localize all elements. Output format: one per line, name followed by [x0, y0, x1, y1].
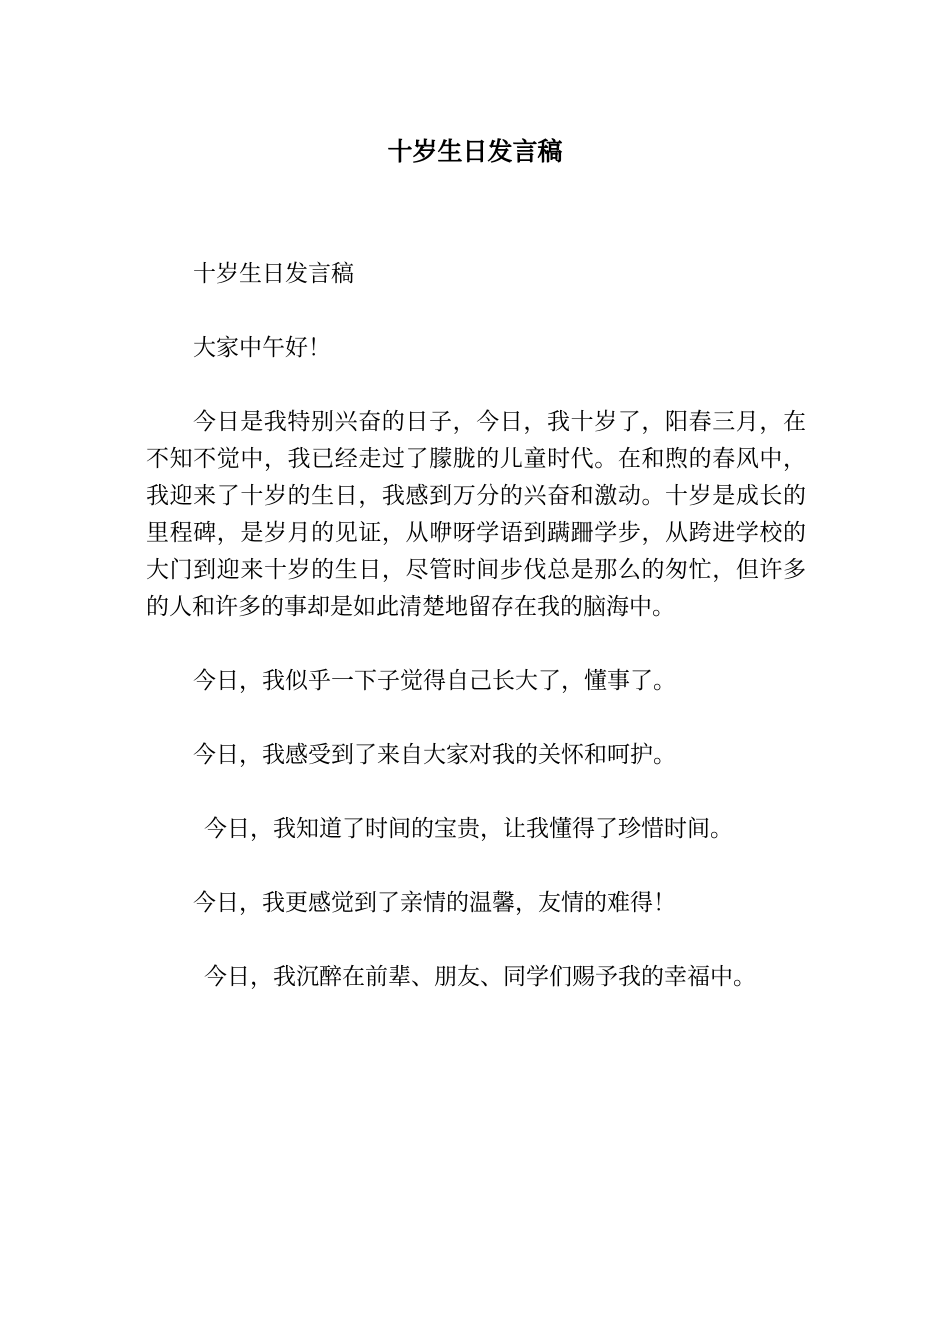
paragraph-happiness: 今日，我沉醉在前辈、朋友、同学们赐予我的幸福中。 [204, 964, 756, 990]
paragraph-main: 今日是我特别兴奋的日子，今日，我十岁了，阳春三月，在不知不觉中，我已经走过了朦胧的儿童时代。在和煦的春风中，我迎来了十岁的生日，我感到万分的兴奋和激动。十岁是成长的里程碑，是岁月的见证，从咿呀学语到蹒跚学步，从跨进学校的大门到迎来十岁的生日，尽管时间步伐总是那么的匆忙，但许多的人和许多的事却是如此清楚地留存在我的脑海中。 [146, 409, 806, 620]
paragraph-care: 今日，我感受到了来自大家对我的关怀和呵护。 [193, 742, 676, 768]
paragraph-family: 今日，我更感觉到了亲情的温馨，友情的难得！ [193, 890, 676, 916]
paragraph-heading: 十岁生日发言稿 [193, 261, 354, 287]
paragraph-grown-up: 今日，我似乎一下子觉得自己长大了，懂事了。 [193, 668, 676, 694]
paragraph-greeting: 大家中午好！ [193, 335, 331, 361]
paragraph-time: 今日，我知道了时间的宝贵，让我懂得了珍惜时间。 [204, 816, 733, 842]
document-title: 十岁生日发言稿 [387, 137, 563, 166]
document-body [146, 256, 806, 1033]
